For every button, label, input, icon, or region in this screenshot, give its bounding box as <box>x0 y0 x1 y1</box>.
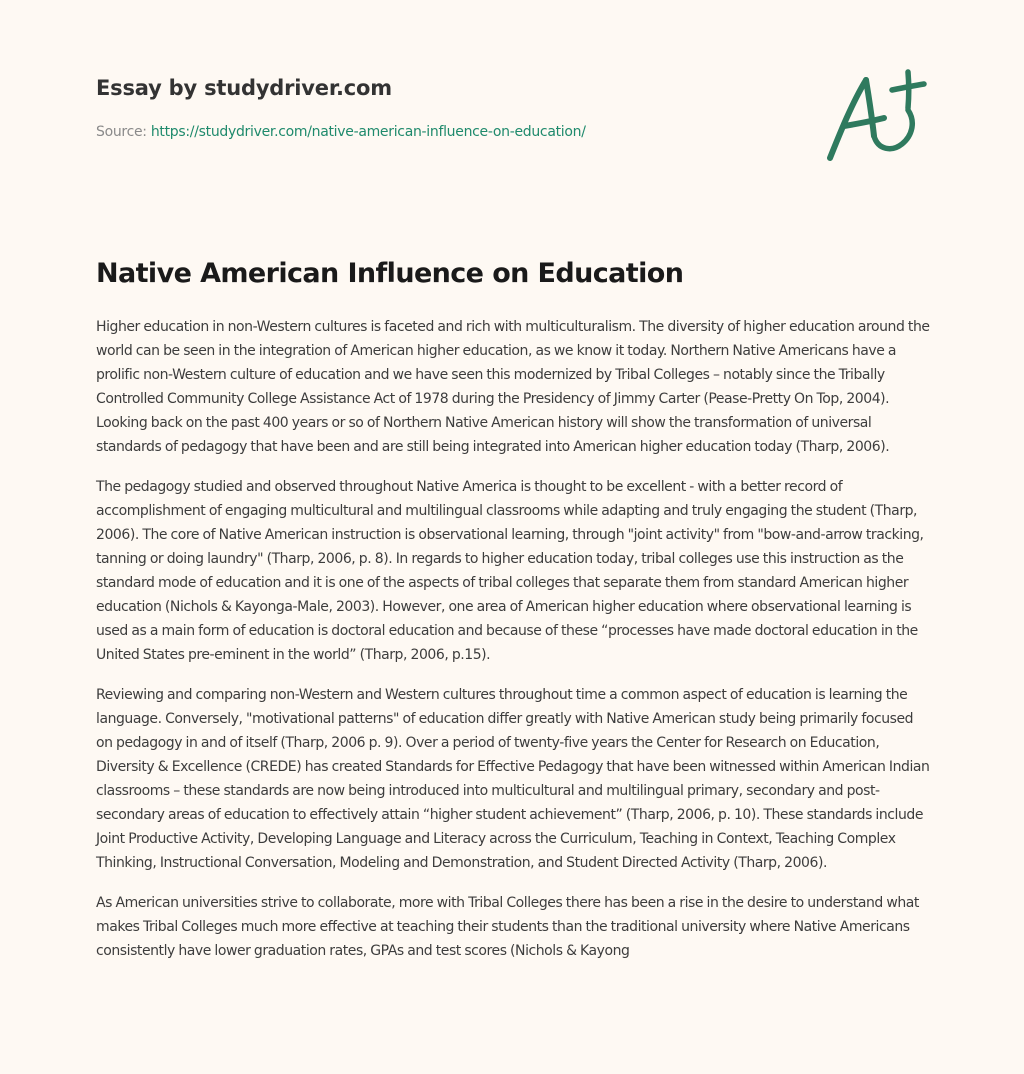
source-label: Source: <box>96 124 151 140</box>
essay-paragraph: As American universities strive to collaborate, more with Tribal Colleges there has been a rise in the desire to understand what makes Tribal Colleges much more effective at teaching their students than the traditional university where Native Americans consistently have lower graduation rates, GPAs and test scores (Nichols & Kayong <box>96 895 919 959</box>
essay-header <box>96 72 696 142</box>
source-link[interactable]: https://studydriver.com/native-american-influence-on-education/ <box>150 124 586 140</box>
essay-body <box>96 315 930 979</box>
essay-paragraph: The pedagogy studied and observed throughout Native America is thought to be excellent - with a better record of accomplishment of engaging multicultural and multilingual classrooms while adapting and truly engaging the student (Tharp, 2006). The core of Native American instruction is observational learning, through "joint activity" from "bow-and-arrow tracking, tanning or doing laundry" (Tharp, 2006, p. 8). In regards to higher education today, tribal colleges use this instruction as the standard mode of education and it is one of the aspects of tribal colleges that separate them from standard American higher education (Nichols & Kayonga-Male, 2003). However, one area of American higher education where observational learning is used as a main form of education is doctoral education and because of these “processes have made doctoral education in the United States pre-eminent in the world” (Tharp, 2006, p.15). <box>96 479 924 663</box>
source-line <box>96 122 696 142</box>
site-title: Essay by studydriver.com <box>96 76 392 100</box>
essay-title: Native American Influence on Education <box>96 258 684 289</box>
essay-paragraph: Reviewing and comparing non-Western and Western cultures throughout time a common aspect of education is learning the language. Conversely, "motivational patterns" of education differ greatly with Native American study being primarily focused on pedagogy in and of itself (Tharp, 2006 p. 9). Over a period of twenty-five years the Center for Research on Education, Diversity & Excellence (CREDE) has created Standards for Effective Pedagogy that have been witnessed within American Indian classrooms – these standards are now being introduced into multicultural and multilingual primary, secondary and post-secondary areas of education to effectively attain “higher student achievement” (Tharp, 2006, p. 10). These standards include Joint Productive Activity, Developing Language and Literacy across the Curriculum, Teaching in Context, Teaching Complex Thinking, Instructional Conversation, Modeling and Demonstration, and Student Directed Activity (Tharp, 2006). <box>96 687 930 871</box>
a-plus-grade-icon <box>822 68 928 166</box>
essay-paragraph: Higher education in non-Western cultures is faceted and rich with multiculturalism. The diversity of higher education around the world can be seen in the integration of American higher education, as we know it today. Northern Native Americans have a prolific non-Western culture of education and we have seen this modernized by Tribal Colleges – notably since the Tribally Controlled Community College Assistance Act of 1978 during the Presidency of Jimmy Carter (Pease-Pretty On Top, 2004). Looking back on the past 400 years or so of Northern Native American history will show the transformation of universal standards of pedagogy that have been and are still being integrated into American higher education today (Tharp, 2006). <box>96 319 930 455</box>
